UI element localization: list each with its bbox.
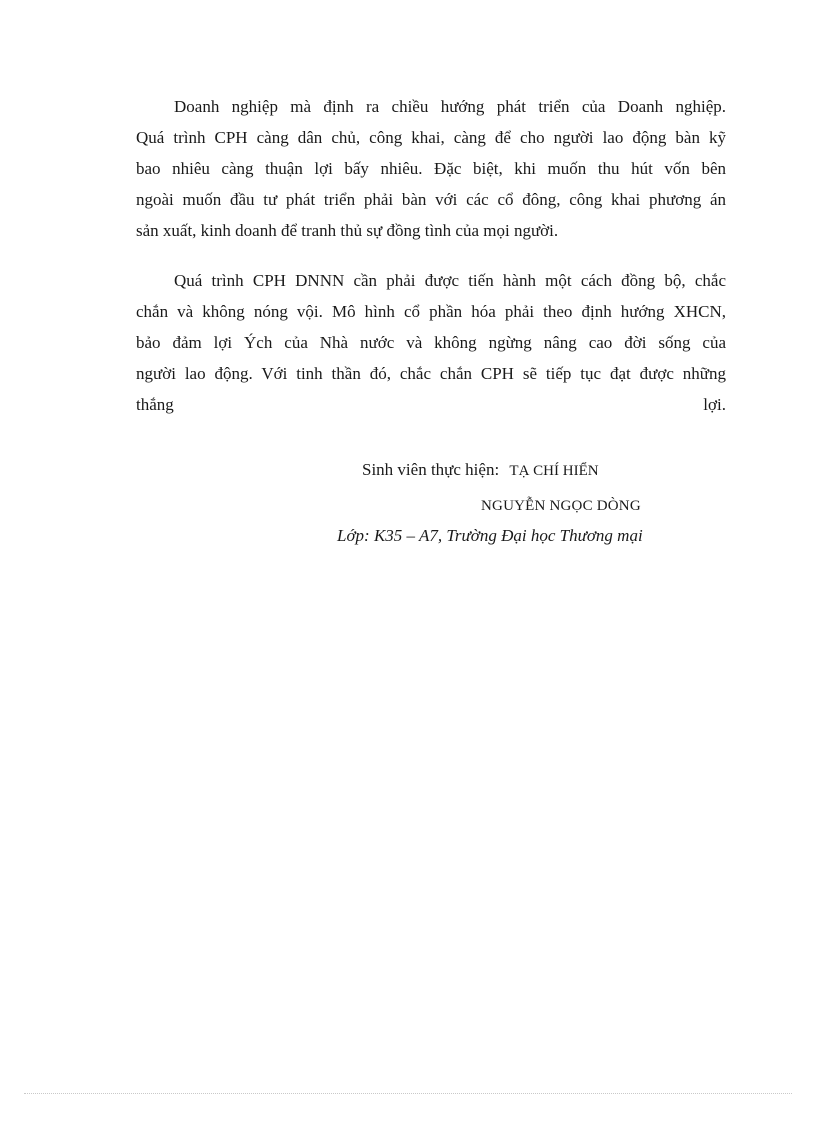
paragraph-1 [136,91,726,246]
paragraph-2-line: bảo đảm lợi Ých của Nhà nước và không ngừng nâng cao đời sống của [136,333,726,352]
paragraph-1-line: bao nhiêu càng thuận lợi bấy nhiêu. Đặc biệt, khi muốn thu hút vốn bên [136,159,726,178]
paragraph-2-line-text: Quá trình CPH DNNN cần phải được tiến hành một cách đồng bộ, chắc [174,271,726,290]
signature-label: Sinh viên thực hiện: [362,460,500,479]
paragraph-2-line: chắn và không nóng vội. Mô hình cổ phần hóa phải theo định hướng XHCN, [136,302,726,321]
paragraph-1-line [136,91,726,122]
page-bottom-divider [24,1093,792,1094]
paragraph-1-line-text: Doanh nghiệp mà định ra chiều hướng phát triển của Doanh nghiệp. [174,97,726,116]
paragraph-2 [136,265,726,420]
signature-name-2: NGUYỄN NGỌC DÒNG [481,498,641,514]
paragraph-2-line: người lao động. Với tinh thần đó, chắc chắn CPH sẽ tiếp tục đạt được những [136,364,726,383]
paragraph-1-line: ngoài muốn đầu tư phát triển phải bàn với các cổ đông, công khai phương án [136,190,726,209]
signature-author-line [362,458,599,483]
paragraph-1-line: Quá trình CPH càng dân chủ, công khai, càng để cho người lao động bàn kỹ [136,128,726,147]
paragraph-1-line: sản xuất, kinh doanh để tranh thủ sự đồng tình của mọi người. [136,221,559,240]
paragraph-2-line [136,265,726,296]
signature-class-line: Lớp: K35 – A7, Trường Đại học Thương mại [337,526,643,545]
paragraph-2-line: thắng lợi. [136,395,726,414]
signature-name-1: TẠ CHÍ HIỂN [509,463,599,479]
